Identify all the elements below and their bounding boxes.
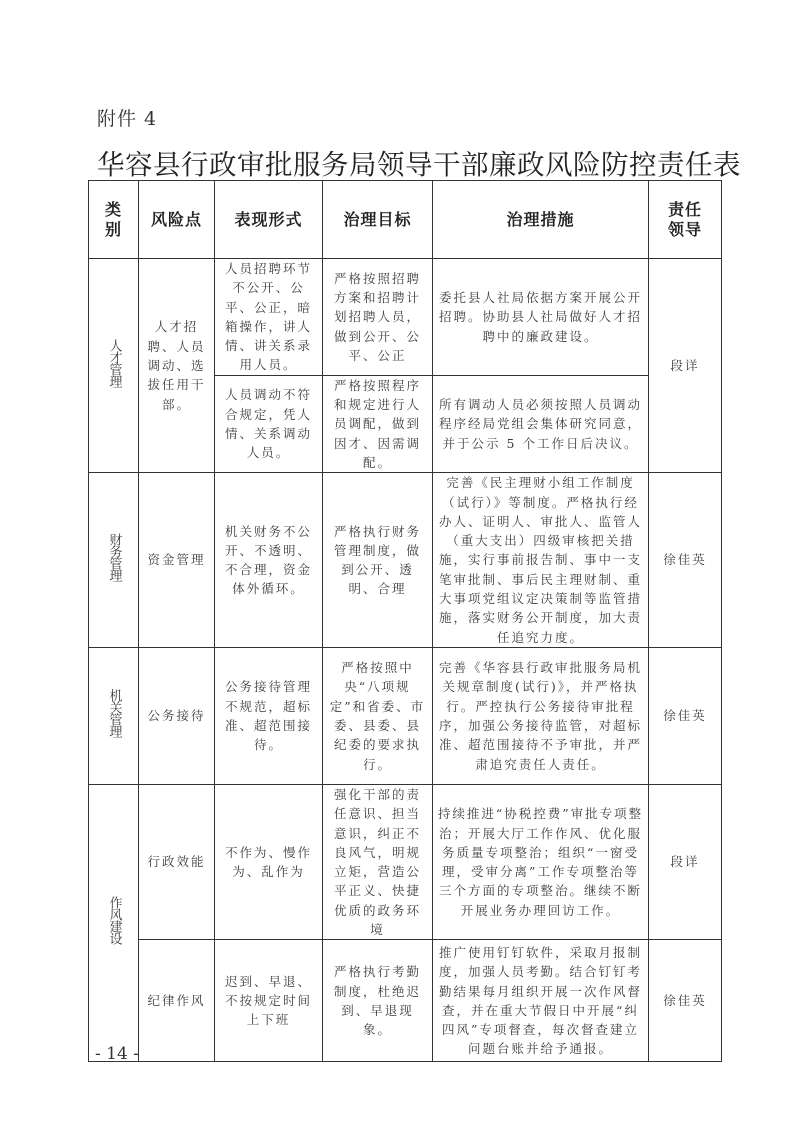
measures-cell: 所有调动人员必须按照人员调动程序经局党组会集体研究同意，并于公示 5 个工作日后决议。 (433, 375, 649, 472)
table-row (89, 259, 722, 376)
risk-control-table (88, 180, 722, 1062)
goal-cell: 严格按照招聘方案和招聘计划招聘人员，做到公开、公平、公正 (323, 259, 433, 376)
category-cell: 人才管理 (89, 259, 139, 473)
document-title: 华容县行政审批服务局领导干部廉政风险防控责任表 (97, 149, 741, 181)
manifestation-cell: 人员调动不符合规定，凭人情、关系调动人员。 (215, 375, 323, 472)
goal-cell: 严格执行财务管理制度，做到公开、透明、合理 (323, 473, 433, 648)
table-row (89, 940, 722, 1062)
leader-cell: 徐佳英 (649, 940, 722, 1062)
risk-point-cell: 行政效能 (139, 784, 215, 939)
category-cell: 作风建设 (89, 784, 139, 1061)
risk-point-cell: 人才招聘、人员调动、选拔任用干部。 (139, 259, 215, 473)
table-row (89, 784, 722, 939)
measures-cell: 持续推进“协税控费”审批专项整治；开展大厅工作作风、优化服务质量专项整治；组织“一窗受理，受审分离”工作专项整治等三个方面的专项整治。继续不断开展业务办理回访工作。 (433, 784, 649, 939)
header-goal: 治理目标 (323, 181, 433, 259)
risk-point-cell: 公务接待 (139, 647, 215, 784)
category-cell: 财务管理 (89, 473, 139, 648)
goal-cell: 严格执行考勤制度，杜绝迟到、早退现象。 (323, 940, 433, 1062)
risk-point-cell: 资金管理 (139, 473, 215, 648)
manifestation-cell: 不作为、慢作为、乱作为 (215, 784, 323, 939)
measures-cell: 委托县人社局依据方案开展公开招聘。协助县人社局做好人才招聘中的廉政建设。 (433, 259, 649, 376)
table-row (89, 473, 722, 648)
header-measures: 治理措施 (433, 181, 649, 259)
header-leader: 责任领导 (649, 181, 722, 259)
attachment-label: 附件 4 (97, 108, 158, 130)
page-number: - 14 - (95, 1044, 139, 1064)
table-row (89, 647, 722, 784)
measures-cell: 推广使用钉钉软件，采取月报制度，加强人员考勤。结合钉钉考勤结果每月组织开展一次作风督查，并在重大节假日中开展“纠四风”专项督查，每次督查建立问题台账并给予通报。 (433, 940, 649, 1062)
manifestation-cell: 人员招聘环节不公开、公平、公正，暗箱操作，讲人情、讲关系录用人员。 (215, 259, 323, 376)
header-risk-point: 风险点 (139, 181, 215, 259)
risk-point-cell: 纪律作风 (139, 940, 215, 1062)
measures-cell: 完善《民主理财小组工作制度（试行）》等制度。严格执行经办人、证明人、审批人、监管人（重大支出）四级审核把关措施，实行事前报告制、事中一支笔审批制、事后民主理财制、重大事项党组议定决策制等监管措施，落实财务公开制度，加大责任追究力度。 (433, 473, 649, 648)
manifestation-cell: 机关财务不公开、不透明、不合理，资金体外循环。 (215, 473, 323, 648)
goal-cell: 严格按照程序和规定进行人员调配，做到因才、因需调配。 (323, 375, 433, 472)
header-category: 类别 (89, 181, 139, 259)
goal-cell: 严格按照中央“八项规定”和省委、市委、县委、县纪委的要求执行。 (323, 647, 433, 784)
header-manifestation: 表现形式 (215, 181, 323, 259)
leader-cell: 徐佳英 (649, 473, 722, 648)
leader-cell: 徐佳英 (649, 647, 722, 784)
table-header-row (89, 181, 722, 259)
leader-cell: 段详 (649, 784, 722, 939)
manifestation-cell: 公务接待管理不规范，超标准、超范围接待。 (215, 647, 323, 784)
manifestation-cell: 迟到、早退、不按规定时间上下班 (215, 940, 323, 1062)
leader-cell: 段详 (649, 259, 722, 473)
measures-cell: 完善《华容县行政审批服务局机关规章制度(试行)》，并严格执行。严控执行公务接待审批程序，加强公务接待监管，对超标准、超范围接待不予审批，并严肃追究责任人责任。 (433, 647, 649, 784)
goal-cell: 强化干部的责任意识、担当意识，纠正不良风气，明规立矩，营造公平正义、快捷优质的政务环境 (323, 784, 433, 939)
category-cell: 机关管理 (89, 647, 139, 784)
